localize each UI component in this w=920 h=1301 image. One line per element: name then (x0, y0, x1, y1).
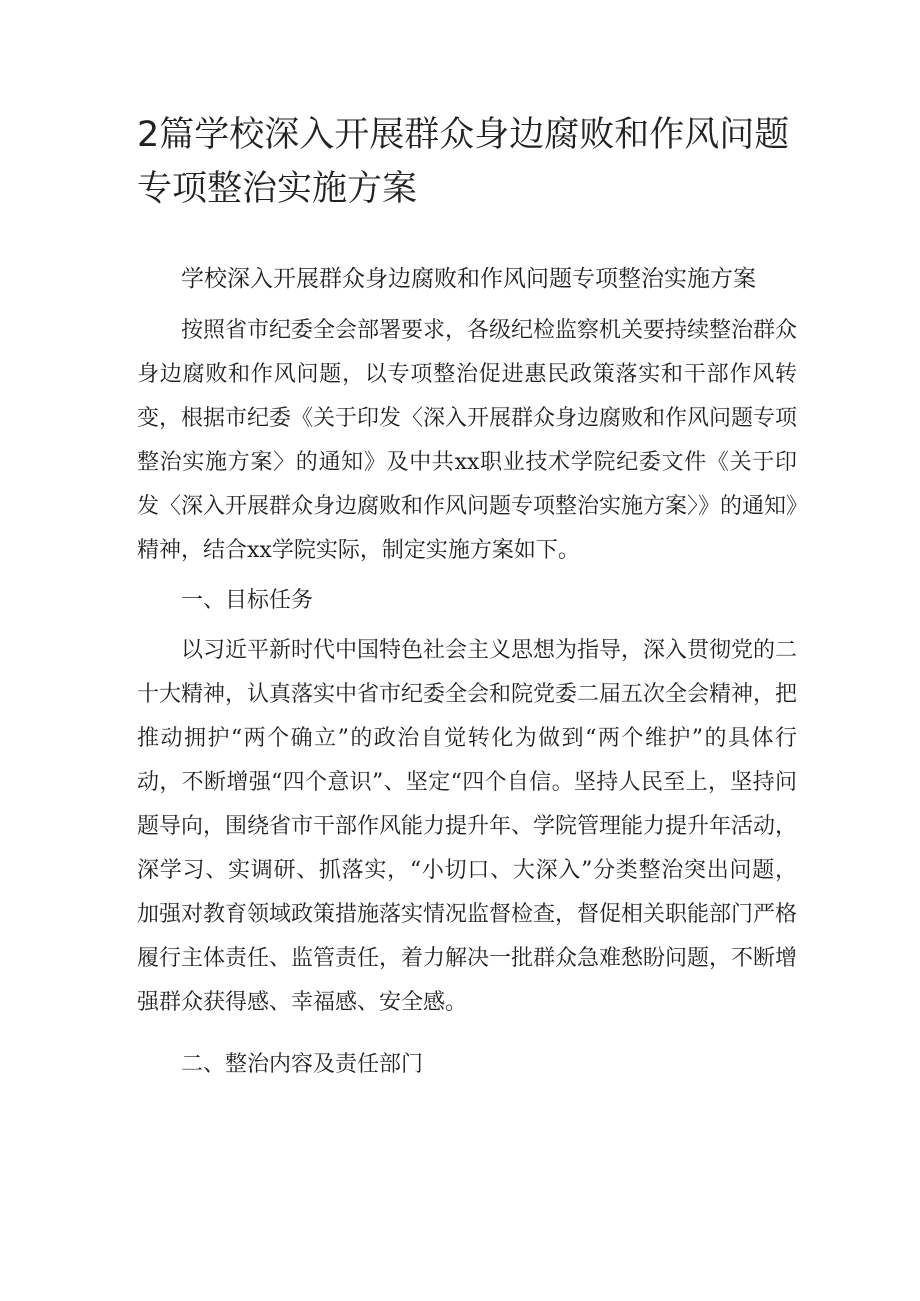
intro-paragraph: 按照省市纪委全会部署要求，各级纪检监察机关要持续整治群众身边腐败和作风问题，以专项整治促进惠民政策落实和干部作风转变，根据市纪委《关于印发〈深入开展群众身边腐败和作风问题专项整治实施方案〉的通知》及中共xx职业技术学院纪委文件《关于印发〈深入开展群众身边腐败和作风问题专项整治实施方案〉》的通知》精神，结合xx学院实际，制定实施方案如下。 (137, 318, 798, 563)
section-heading-rectification: 二、整治内容及责任部门 (181, 1052, 424, 1077)
document-subtitle: 学校深入开展群众身边腐败和作风问题专项整治实施方案 (181, 266, 756, 292)
section-heading-objectives: 一、目标任务 (181, 588, 314, 613)
objectives-paragraph: 以习近平新时代中国特色社会主义思想为指导，深入贯彻党的二十大精神，认真落实中省市纪委全会和院党委二届五次全会精神，把推动拥护“两个确立”的政治自觉转化为做到“两个维护”的具体行动，不断增强“四个意识”、坚定“四个自信。坚持人民至上，坚持问题导向，围绕省市干部作风能力提升年、学院管理能力提升年活动，深学习、实调研、抓落实，“小切口、大深入”分类整治突出问题，加强对教育领域政策措施落实情况监督检查，督促相关职能部门严格履行主体责任、监管责任，着力解决一批群众急难愁盼问题，不断增强群众获得感、幸福感、安全感。 (137, 638, 798, 1015)
document-title: 2篇学校深入开展群众身边腐败和作风问题专项整治实施方案 (137, 115, 790, 209)
document-body (137, 255, 797, 1093)
